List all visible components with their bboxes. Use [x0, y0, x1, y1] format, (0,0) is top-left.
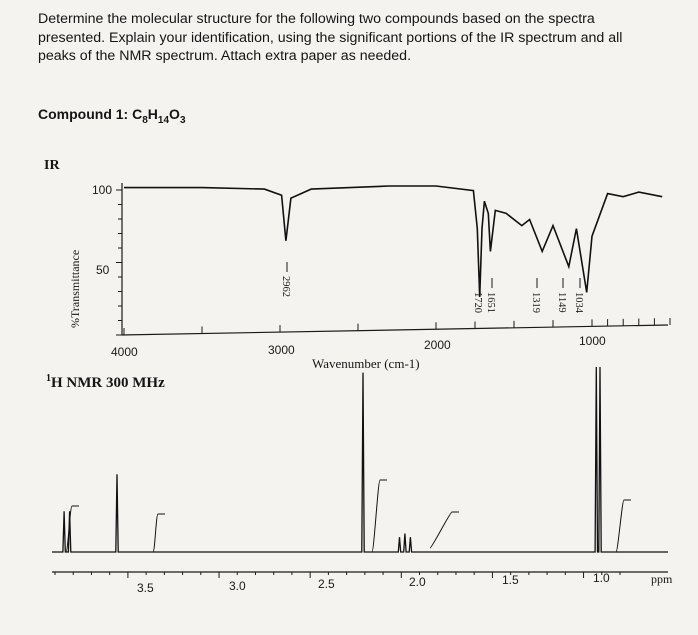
nmr-spectrum-trace	[52, 367, 668, 552]
formula-h-count: 14	[157, 114, 170, 126]
ir-y-minor-ticks	[116, 190, 122, 335]
ir-x-tick-4000: 4000	[111, 345, 138, 359]
compound-label: Compound 1:	[38, 106, 133, 122]
ir-axes	[122, 183, 668, 335]
ir-x-tick-1000: 1000	[579, 334, 606, 348]
nmr-x-tick-1.0: 1.0	[593, 571, 610, 585]
nmr-integral-curves	[66, 480, 631, 552]
ir-x-tick-2000: 2000	[424, 338, 451, 352]
nmr-unit-label: ppm	[651, 572, 673, 586]
ir-spectrum-trace	[124, 186, 662, 297]
instructions-line-1: Determine the molecular structure for the following two compounds based on the spectra	[38, 11, 595, 27]
formula-o-count: 3	[179, 114, 186, 126]
nmr-x-tick-1.5: 1.5	[502, 573, 519, 587]
ir-peak-markers	[287, 262, 580, 288]
ir-peak-label-1720: 1720	[472, 292, 483, 313]
ir-y-tick-50: 50	[96, 263, 110, 277]
ir-section-label: IR	[44, 158, 60, 173]
instructions-line-3: peaks of the NMR spectrum. Attach extra paper as needed.	[38, 48, 412, 64]
formula-c: C	[132, 106, 143, 122]
nmr-x-tick-3.5: 3.5	[137, 581, 154, 595]
nmr-minor-ticks	[55, 572, 620, 578]
ir-peak-label-1149: 1149	[556, 292, 567, 313]
nmr-title-text: H NMR 300 MHz	[51, 375, 165, 391]
ir-y-tick-100: 100	[92, 183, 113, 197]
nmr-x-tick-2.0: 2.0	[409, 575, 426, 589]
nmr-x-tick-2.5: 2.5	[318, 577, 335, 591]
ir-x-tick-3000: 3000	[268, 343, 295, 357]
formula-o: O	[169, 106, 180, 122]
instructions-line-2: presented. Explain your identification, using the significant portions of the IR spectrum and all	[38, 29, 623, 46]
ir-peak-label-1651: 1651	[485, 292, 496, 313]
formula-h: H	[147, 106, 158, 122]
ir-x-axis-label: Wavenumber (cm-1)	[312, 356, 420, 371]
nmr-x-tick-3.0: 3.0	[229, 579, 246, 593]
ir-peak-label-2962: 2962	[280, 276, 291, 297]
ir-peak-label-1034: 1034	[573, 292, 584, 313]
ir-y-axis-label: %Transmittance	[68, 249, 82, 328]
formula-c-count: 8	[142, 114, 148, 126]
nmr-title-superscript: 1	[46, 373, 51, 384]
ir-peak-label-1319: 1319	[530, 292, 541, 313]
